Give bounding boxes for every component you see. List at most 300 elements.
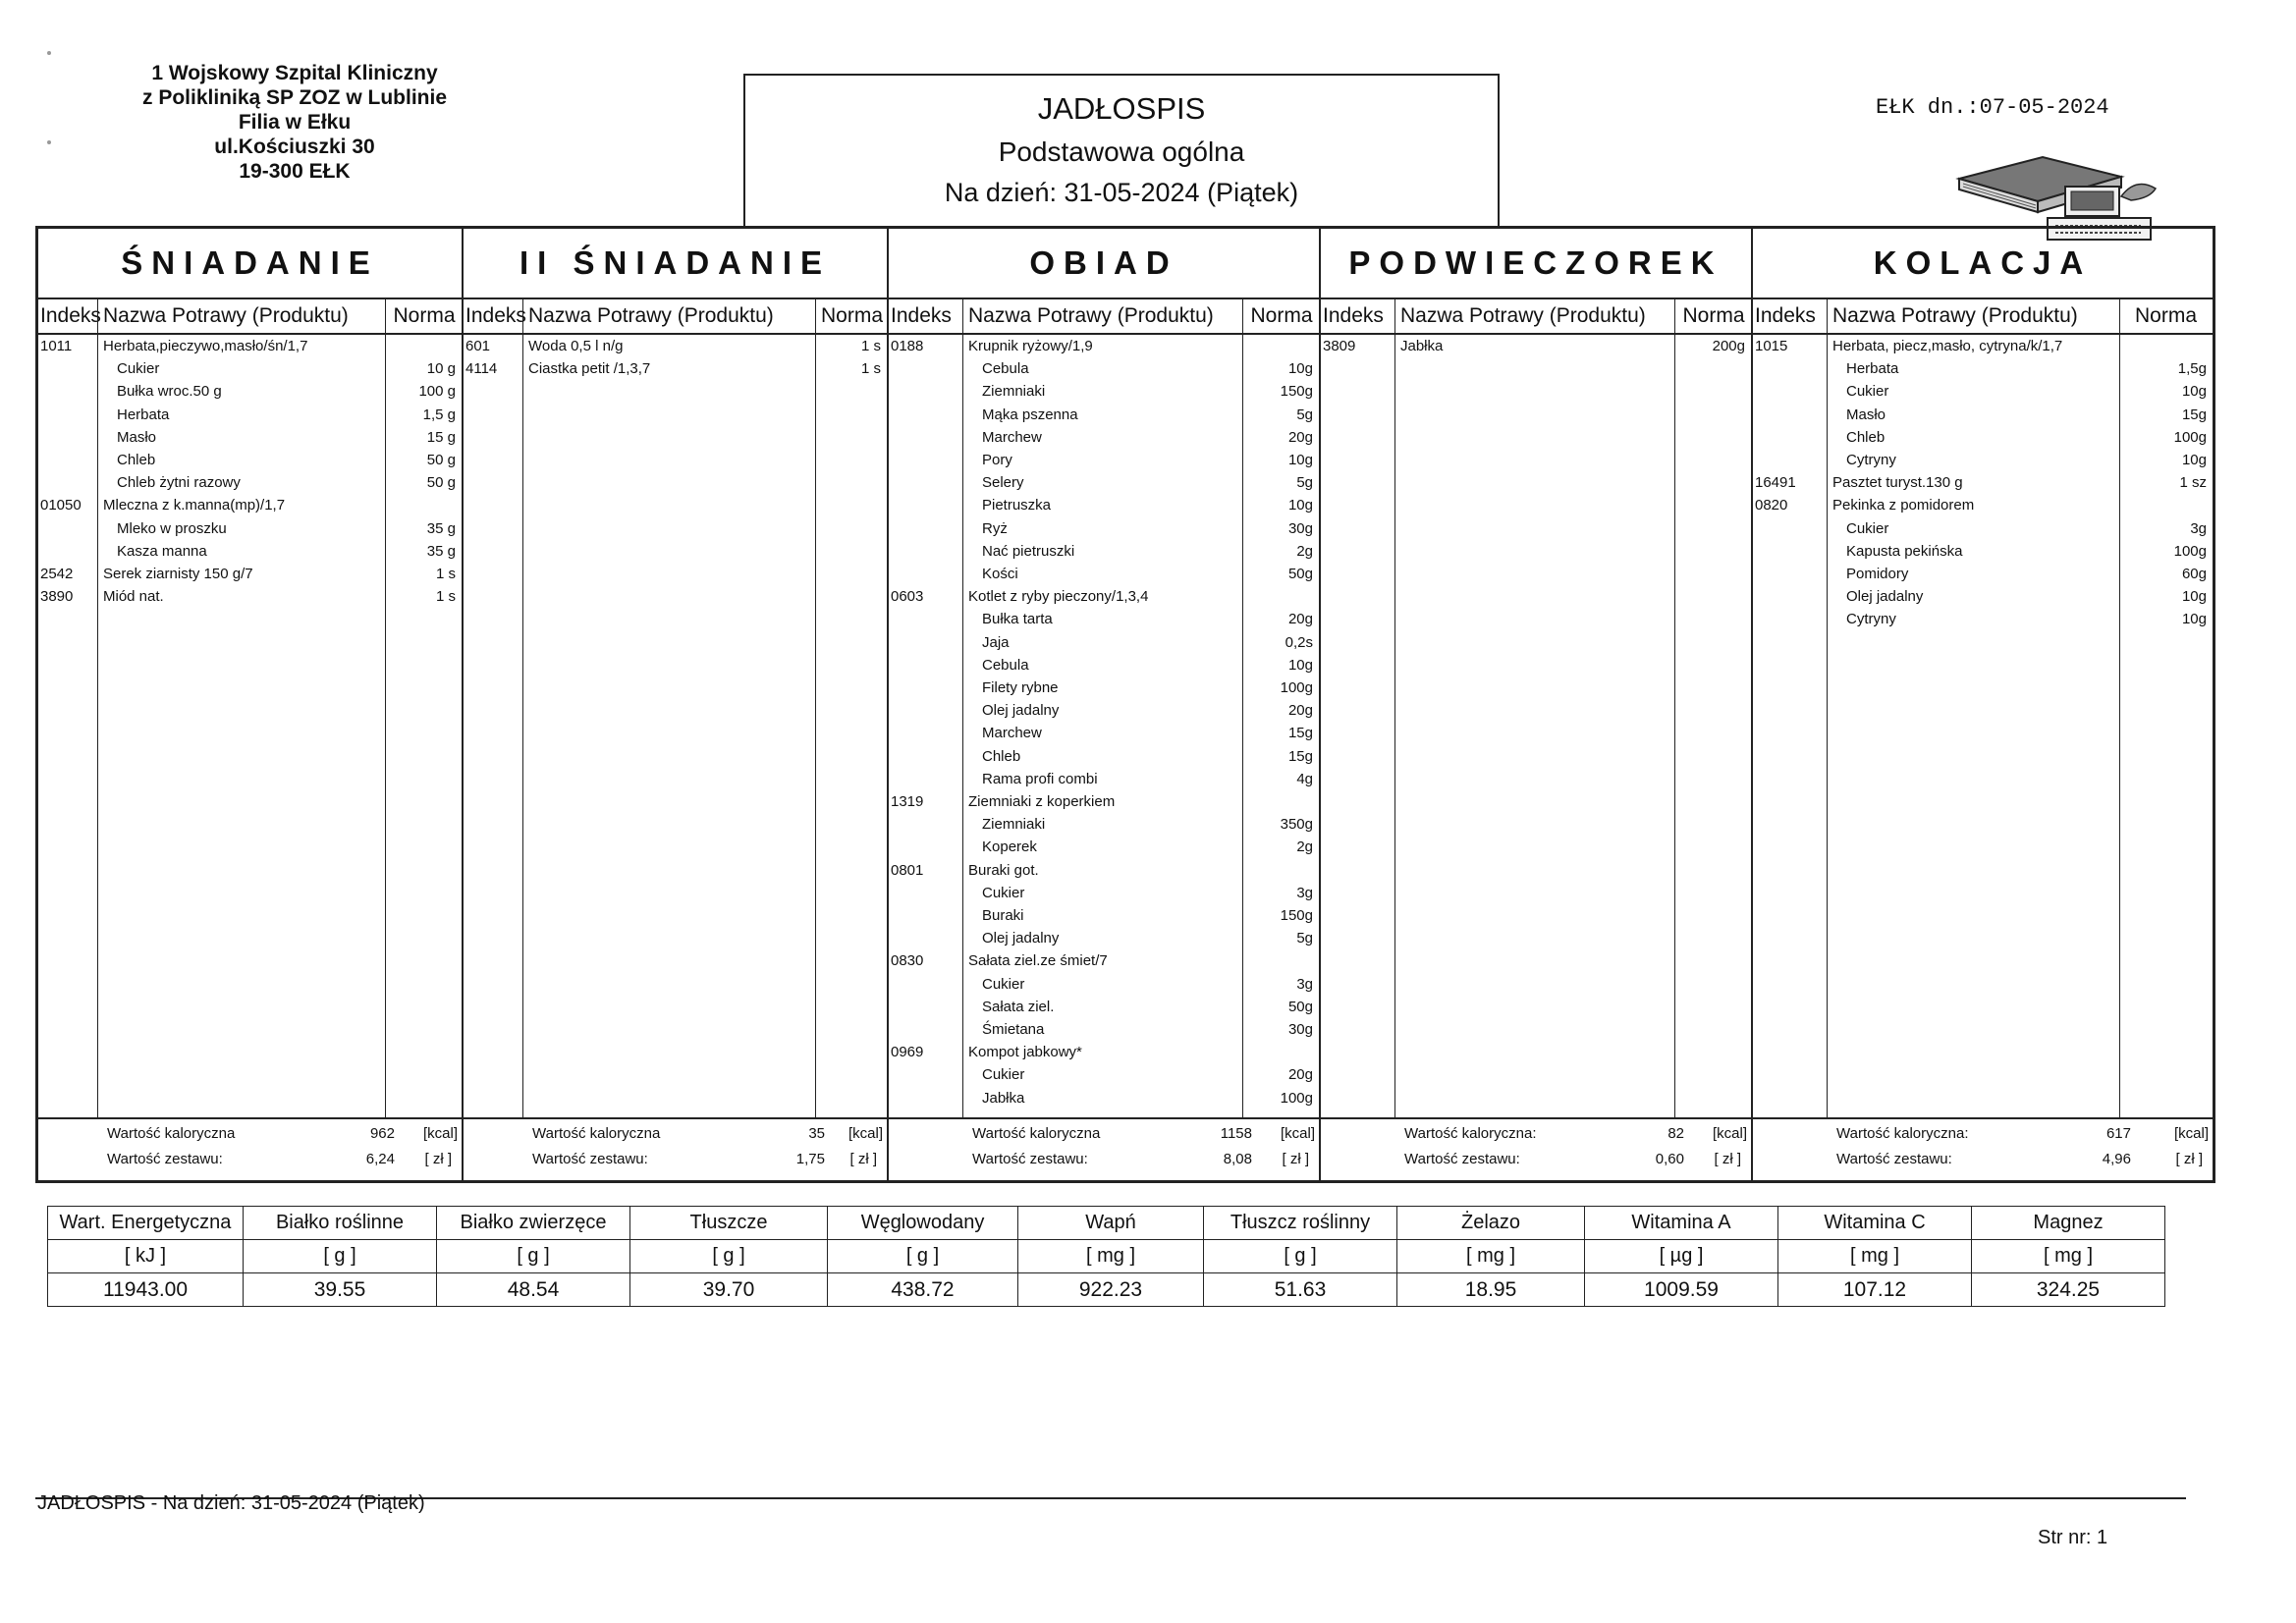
norm-value: 35 g bbox=[426, 519, 456, 537]
norm-value: 3g bbox=[2190, 519, 2207, 537]
norm-value: 15g bbox=[1287, 725, 1313, 742]
hospital-line: Filia w Ełku bbox=[238, 111, 352, 134]
issue-date: EŁK dn.:07-05-2024 bbox=[1876, 95, 2109, 120]
nutrient-unit: [ g ] bbox=[437, 1240, 630, 1273]
norm-value: 50 g bbox=[426, 474, 456, 492]
meal-section bbox=[464, 229, 889, 1180]
norm-value: 1,5g bbox=[2177, 360, 2207, 378]
nutrient-value: 39.70 bbox=[630, 1273, 828, 1307]
cost-unit: [ zł ] bbox=[1282, 1151, 1309, 1167]
column-headers bbox=[464, 299, 887, 335]
ingredient-row bbox=[38, 449, 462, 471]
norm-value: 20g bbox=[1287, 702, 1313, 720]
nutrient-unit: [ mg ] bbox=[1778, 1240, 1972, 1273]
norm-value: 1 s bbox=[860, 338, 881, 354]
ingredient-name: Pietruszka bbox=[982, 497, 1052, 514]
nutrient-name: Magnez bbox=[1972, 1207, 2165, 1240]
norm-value: 30g bbox=[1287, 1021, 1313, 1038]
dish-index: 16491 bbox=[1755, 474, 1796, 492]
ingredient-name: Kości bbox=[982, 566, 1018, 582]
meal-summary bbox=[38, 1117, 462, 1180]
dish-index: 3890 bbox=[40, 588, 74, 606]
ingredient-name: Ziemniaki bbox=[982, 816, 1046, 834]
ingredient-name: Chleb bbox=[117, 452, 156, 468]
nutrition-table bbox=[47, 1206, 2165, 1307]
ingredient-row bbox=[889, 563, 1319, 585]
norm-value: 1 s bbox=[435, 566, 456, 582]
ingredient-name: Mleko w proszku bbox=[117, 519, 227, 537]
norm-value: 3g bbox=[1296, 975, 1313, 993]
cost-unit: [ zł ] bbox=[424, 1151, 452, 1167]
norm-value: 100g bbox=[2173, 542, 2207, 560]
scan-speck bbox=[47, 51, 51, 55]
column-divider bbox=[522, 298, 523, 1119]
nutrient-unit: [ kJ ] bbox=[48, 1240, 244, 1273]
diet-name: Podstawowa ogólna bbox=[998, 136, 1245, 167]
menu-date: Na dzień: 31-05-2024 (Piątek) bbox=[944, 178, 1299, 207]
dish-index: 1319 bbox=[891, 793, 924, 810]
norm-value: 50g bbox=[1287, 566, 1313, 582]
dish-index: 3809 bbox=[1323, 338, 1356, 354]
norm-value: 15 g bbox=[426, 428, 456, 446]
cost-label: Wartość zestawu: bbox=[972, 1151, 1088, 1167]
norm-value: 50 g bbox=[426, 452, 456, 468]
norm-header: Norma bbox=[820, 304, 883, 327]
dish-index: 0603 bbox=[891, 588, 924, 606]
ingredient-name: Selery bbox=[982, 474, 1024, 492]
ingredient-row bbox=[1753, 585, 2213, 608]
cost-label: Wartość zestawu: bbox=[532, 1151, 648, 1167]
dish-name: Mleczna z k.manna(mp)/1,7 bbox=[103, 497, 286, 514]
nutrient-unit: [ mg ] bbox=[1397, 1240, 1585, 1273]
dish-row bbox=[1753, 335, 2213, 357]
norm-value: 15g bbox=[1287, 747, 1313, 765]
nutrient-value: 922.23 bbox=[1018, 1273, 1204, 1307]
ingredient-name: Buraki bbox=[982, 907, 1024, 924]
meal-title: ŚNIADANIE bbox=[38, 229, 462, 299]
index-header: Indeks bbox=[891, 304, 952, 327]
dish-row bbox=[889, 949, 1319, 972]
ingredient-row bbox=[889, 426, 1319, 449]
dish-row bbox=[38, 335, 462, 357]
cost-unit: [ zł ] bbox=[2175, 1151, 2203, 1167]
norm-value: 1 s bbox=[860, 360, 881, 378]
kcal-value: 35 bbox=[808, 1125, 825, 1142]
column-headers bbox=[1321, 299, 1751, 335]
footer-text: JADŁOSPIS - Na dzień: 31-05-2024 (Piątek) bbox=[37, 1492, 425, 1514]
ingredient-row bbox=[889, 768, 1319, 790]
ingredient-name: Śmietana bbox=[982, 1021, 1045, 1038]
dish-row bbox=[464, 335, 887, 357]
dish-name: Kompot jabkowy* bbox=[968, 1044, 1082, 1061]
nutrient-name: Wart. Energetyczna bbox=[48, 1207, 244, 1240]
dish-name: Serek ziarnisty 150 g/7 bbox=[103, 566, 253, 582]
nutrient-name: Żelazo bbox=[1397, 1207, 1585, 1240]
norm-value: 10g bbox=[1287, 497, 1313, 514]
hospital-line: 19-300 EŁK bbox=[239, 160, 351, 183]
dish-index: 0801 bbox=[891, 861, 924, 879]
ingredient-row bbox=[38, 471, 462, 494]
ingredient-name: Cytryny bbox=[1846, 452, 1896, 468]
ingredient-name: Chleb bbox=[1846, 428, 1886, 446]
dish-name: Herbata,pieczywo,masło/śn/1,7 bbox=[103, 338, 308, 354]
cost-value: 1,75 bbox=[795, 1151, 825, 1167]
dish-name: Woda 0,5 l n/g bbox=[528, 338, 624, 354]
ingredient-row bbox=[889, 471, 1319, 494]
ingredient-name: Cukier bbox=[1846, 519, 1889, 537]
kcal-unit: [kcal] bbox=[422, 1125, 458, 1142]
dish-row bbox=[889, 585, 1319, 608]
norm-value: 1 s bbox=[435, 588, 456, 606]
ingredient-name: Jabłka bbox=[982, 1089, 1025, 1107]
norm-value: 0,2s bbox=[1285, 633, 1313, 651]
column-headers bbox=[889, 299, 1319, 335]
dish-index: 4114 bbox=[465, 360, 498, 378]
ingredient-name: Herbata bbox=[117, 406, 170, 423]
norm-value: 5g bbox=[1296, 930, 1313, 947]
kcal-value: 962 bbox=[369, 1125, 395, 1142]
meal-section bbox=[38, 229, 464, 1180]
norm-value: 10g bbox=[2181, 611, 2207, 628]
ingredient-row bbox=[1753, 608, 2213, 630]
norm-value: 10g bbox=[2181, 383, 2207, 401]
meal-summary bbox=[464, 1117, 887, 1180]
nutrient-name: Białko roślinne bbox=[244, 1207, 437, 1240]
nutrient-name: Wapń bbox=[1018, 1207, 1204, 1240]
ingredient-row bbox=[889, 927, 1319, 949]
nutrient-name: Tłuszcze bbox=[630, 1207, 828, 1240]
norm-value: 20g bbox=[1287, 428, 1313, 446]
page-number: Str nr: 1 bbox=[2038, 1527, 2108, 1548]
name-header: Nazwa Potrawy (Produktu) bbox=[1400, 304, 1646, 327]
ingredient-row bbox=[889, 699, 1319, 722]
ingredient-name: Herbata bbox=[1846, 360, 1899, 378]
cost-value: 4,96 bbox=[2102, 1151, 2131, 1167]
nutrient-value: 51.63 bbox=[1204, 1273, 1397, 1307]
norm-value: 15g bbox=[2181, 406, 2207, 423]
meal-section bbox=[1321, 229, 1753, 1180]
nutrient-value: 48.54 bbox=[437, 1273, 630, 1307]
ingredient-name: Koperek bbox=[982, 839, 1037, 856]
ingredient-row bbox=[1753, 426, 2213, 449]
norm-value: 4g bbox=[1296, 770, 1313, 787]
scan-speck bbox=[47, 140, 51, 144]
dish-name: Jabłka bbox=[1400, 338, 1444, 354]
ingredient-row bbox=[889, 882, 1319, 904]
meal-grid bbox=[35, 226, 2215, 1183]
meal-title: OBIAD bbox=[889, 229, 1319, 299]
ingredient-row bbox=[889, 722, 1319, 744]
norm-value: 1,5 g bbox=[422, 406, 456, 423]
dish-index: 1011 bbox=[40, 338, 73, 354]
nutrient-name: Witamina A bbox=[1585, 1207, 1778, 1240]
ingredient-row bbox=[889, 904, 1319, 927]
kcal-value: 82 bbox=[1667, 1125, 1684, 1142]
nutrient-value: 107.12 bbox=[1778, 1273, 1972, 1307]
dish-row bbox=[38, 563, 462, 585]
ingredient-name: Pory bbox=[982, 452, 1012, 468]
meal-title: II ŚNIADANIE bbox=[464, 229, 887, 299]
dish-row bbox=[1753, 494, 2213, 516]
ingredient-name: Cukier bbox=[982, 884, 1025, 901]
ingredient-name: Pomidory bbox=[1846, 566, 1909, 582]
column-headers bbox=[38, 299, 462, 335]
meal-summary bbox=[889, 1117, 1319, 1180]
norm-value: 350g bbox=[1280, 816, 1313, 834]
menu-title: JADŁOSPIS bbox=[1037, 91, 1206, 126]
ingredient-row bbox=[889, 1018, 1319, 1041]
ingredient-name: Cukier bbox=[982, 975, 1025, 993]
dish-index: 0969 bbox=[891, 1044, 924, 1061]
dish-index: 0820 bbox=[1755, 497, 1788, 514]
ingredient-row bbox=[889, 1087, 1319, 1109]
nutrient-value: 438.72 bbox=[828, 1273, 1018, 1307]
ingredient-name: Olej jadalny bbox=[982, 930, 1060, 947]
column-divider bbox=[1394, 298, 1395, 1119]
cost-label: Wartość zestawu: bbox=[107, 1151, 223, 1167]
cost-value: 6,24 bbox=[365, 1151, 395, 1167]
nutrient-name: Witamina C bbox=[1778, 1207, 1972, 1240]
ingredient-name: Cukier bbox=[117, 360, 160, 378]
ingredient-row bbox=[889, 973, 1319, 996]
ingredient-row bbox=[1753, 517, 2213, 540]
norm-header: Norma bbox=[2134, 304, 2197, 327]
ingredient-name: Cebula bbox=[982, 360, 1029, 378]
ingredient-row bbox=[889, 654, 1319, 676]
nutrient-name: Węglowodany bbox=[828, 1207, 1018, 1240]
ingredient-name: Bułka wroc.50 g bbox=[117, 383, 222, 401]
dish-name: Ziemniaki z koperkiem bbox=[968, 793, 1116, 810]
norm-header: Norma bbox=[1250, 304, 1313, 327]
meal-summary bbox=[1321, 1117, 1751, 1180]
ingredient-row bbox=[38, 426, 462, 449]
ingredient-row bbox=[1753, 563, 2213, 585]
index-header: Indeks bbox=[1755, 304, 1816, 327]
meal-title: KOLACJA bbox=[1753, 229, 2213, 299]
nutrient-value: 324.25 bbox=[1972, 1273, 2165, 1307]
nutrient-value: 1009.59 bbox=[1585, 1273, 1778, 1307]
dish-name: Miód nat. bbox=[103, 588, 164, 606]
nutrient-unit: [ µg ] bbox=[1585, 1240, 1778, 1273]
meal-section bbox=[1753, 229, 2213, 1180]
dish-row bbox=[889, 859, 1319, 882]
hospital-line: z Polikliniką SP ZOZ w Lublinie bbox=[142, 86, 447, 109]
ingredient-row bbox=[889, 836, 1319, 858]
dish-row bbox=[38, 494, 462, 516]
norm-value: 10 g bbox=[426, 360, 456, 378]
norm-value: 10g bbox=[2181, 452, 2207, 468]
dish-row bbox=[1321, 335, 1751, 357]
kcal-label: Wartość kaloryczna: bbox=[1404, 1125, 1537, 1142]
name-header: Nazwa Potrawy (Produktu) bbox=[1832, 304, 2078, 327]
ingredient-row bbox=[38, 540, 462, 563]
ingredient-name: Olej jadalny bbox=[982, 702, 1060, 720]
ingredient-row bbox=[1753, 540, 2213, 563]
nutrient-value: 18.95 bbox=[1397, 1273, 1585, 1307]
dish-row bbox=[464, 357, 887, 380]
kcal-value: 617 bbox=[2105, 1125, 2131, 1142]
cost-value: 0,60 bbox=[1655, 1151, 1684, 1167]
kcal-unit: [kcal] bbox=[847, 1125, 883, 1142]
norm-value: 20g bbox=[1287, 1066, 1313, 1084]
ingredient-name: Jaja bbox=[982, 633, 1010, 651]
kcal-label: Wartość kaloryczna bbox=[972, 1125, 1101, 1142]
norm-value: 10g bbox=[2181, 588, 2207, 606]
kcal-label: Wartość kaloryczna: bbox=[1836, 1125, 1969, 1142]
ingredient-row bbox=[38, 517, 462, 540]
name-header: Nazwa Potrawy (Produktu) bbox=[528, 304, 774, 327]
ingredient-row bbox=[889, 540, 1319, 563]
norm-value: 100g bbox=[1280, 1089, 1313, 1107]
ingredient-row bbox=[889, 813, 1319, 836]
nutrient-name: Białko zwierzęce bbox=[437, 1207, 630, 1240]
kcal-value: 1158 bbox=[1220, 1125, 1252, 1142]
ingredient-row bbox=[1753, 449, 2213, 471]
dish-row bbox=[889, 335, 1319, 357]
nutrient-unit: [ mg ] bbox=[1972, 1240, 2165, 1273]
nutrient-unit: [ g ] bbox=[1204, 1240, 1397, 1273]
dish-index: 1015 bbox=[1755, 338, 1788, 354]
nutrient-name: Tłuszcz roślinny bbox=[1204, 1207, 1397, 1240]
nutrient-value: 39.55 bbox=[244, 1273, 437, 1307]
dish-row bbox=[889, 1041, 1319, 1063]
dish-name: Kotlet z ryby pieczony/1,3,4 bbox=[968, 588, 1149, 606]
ingredient-name: Chleb żytni razowy bbox=[117, 474, 241, 492]
index-header: Indeks bbox=[465, 304, 526, 327]
dish-index: 2542 bbox=[40, 566, 74, 582]
norm-value: 5g bbox=[1296, 406, 1313, 423]
ingredient-name: Cukier bbox=[1846, 383, 1889, 401]
ingredient-row bbox=[889, 608, 1319, 630]
nutrient-unit: [ g ] bbox=[828, 1240, 1018, 1273]
ingredient-name: Masło bbox=[117, 428, 157, 446]
kcal-label: Wartość kaloryczna bbox=[107, 1125, 236, 1142]
name-header: Nazwa Potrawy (Produktu) bbox=[103, 304, 349, 327]
index-header: Indeks bbox=[40, 304, 101, 327]
ingredient-name: Mąka pszenna bbox=[982, 406, 1078, 423]
ingredient-name: Kasza manna bbox=[117, 542, 207, 560]
ingredient-name: Filety rybne bbox=[982, 679, 1059, 696]
kcal-label: Wartość kaloryczna bbox=[532, 1125, 661, 1142]
norm-value: 150g bbox=[1280, 383, 1313, 401]
nutrient-unit: [ g ] bbox=[630, 1240, 828, 1273]
norm-value: 10g bbox=[1287, 452, 1313, 468]
norm-header: Norma bbox=[1682, 304, 1745, 327]
ingredient-row bbox=[889, 517, 1319, 540]
norm-value: 2g bbox=[1296, 542, 1313, 560]
ingredient-row bbox=[889, 631, 1319, 654]
ingredient-name: Cukier bbox=[982, 1066, 1025, 1084]
dish-name: Ciastka petit /1,3,7 bbox=[528, 360, 651, 378]
menu-title-box bbox=[743, 74, 1500, 228]
column-divider bbox=[1674, 298, 1675, 1119]
norm-value: 20g bbox=[1287, 611, 1313, 628]
norm-value: 2g bbox=[1296, 839, 1313, 856]
kcal-unit: [kcal] bbox=[1280, 1125, 1315, 1142]
ingredient-row bbox=[889, 357, 1319, 380]
dish-name: Herbata, piecz,masło, cytryna/k/1,7 bbox=[1832, 338, 2063, 354]
dish-name: Pasztet turyst.130 g bbox=[1832, 474, 1963, 492]
dish-row bbox=[38, 585, 462, 608]
ingredient-name: Chleb bbox=[982, 747, 1021, 765]
ingredient-name: Cebula bbox=[982, 656, 1029, 674]
ingredient-name: Nać pietruszki bbox=[982, 542, 1075, 560]
kcal-unit: [kcal] bbox=[1712, 1125, 1747, 1142]
norm-header: Norma bbox=[393, 304, 456, 327]
ingredient-row bbox=[38, 404, 462, 426]
hospital-line: ul.Kościuszki 30 bbox=[214, 135, 375, 158]
norm-value: 50g bbox=[1287, 998, 1313, 1015]
dish-index: 0830 bbox=[891, 952, 924, 970]
ingredient-name: Rama profi combi bbox=[982, 770, 1098, 787]
norm-value: 3g bbox=[1296, 884, 1313, 901]
dish-index: 01050 bbox=[40, 497, 82, 514]
ingredient-row bbox=[1753, 357, 2213, 380]
meal-summary bbox=[1753, 1117, 2213, 1180]
cost-value: 8,08 bbox=[1223, 1151, 1252, 1167]
nutrient-unit: [ g ] bbox=[244, 1240, 437, 1273]
norm-value: 100g bbox=[1280, 679, 1313, 696]
norm-value: 5g bbox=[1296, 474, 1313, 492]
column-divider bbox=[815, 298, 816, 1119]
norm-value: 10g bbox=[1287, 360, 1313, 378]
cost-unit: [ zł ] bbox=[1714, 1151, 1741, 1167]
kcal-unit: [kcal] bbox=[2173, 1125, 2209, 1142]
nutrient-unit: [ mg ] bbox=[1018, 1240, 1204, 1273]
meal-section bbox=[889, 229, 1321, 1180]
name-header: Nazwa Potrawy (Produktu) bbox=[968, 304, 1214, 327]
ingredient-name: Kapusta pekińska bbox=[1846, 542, 1963, 560]
index-header: Indeks bbox=[1323, 304, 1384, 327]
ingredient-row bbox=[889, 996, 1319, 1018]
nutrient-value: 11943.00 bbox=[48, 1273, 244, 1307]
nutrition-row bbox=[48, 1273, 2165, 1307]
norm-value: 1 sz bbox=[2179, 474, 2207, 492]
dish-index: 0188 bbox=[891, 338, 924, 354]
cost-label: Wartość zestawu: bbox=[1404, 1151, 1520, 1167]
ingredient-name: Marchew bbox=[982, 725, 1042, 742]
dish-name: Sałata ziel.ze śmiet/7 bbox=[968, 952, 1108, 970]
norm-value: 35 g bbox=[426, 542, 456, 560]
ingredient-name: Ryż bbox=[982, 519, 1008, 537]
ingredient-row bbox=[38, 357, 462, 380]
dish-row bbox=[889, 790, 1319, 813]
norm-value: 60g bbox=[2181, 566, 2207, 582]
ingredient-name: Sałata ziel. bbox=[982, 998, 1055, 1015]
ingredient-row bbox=[889, 449, 1319, 471]
norm-value: 100g bbox=[2173, 428, 2207, 446]
ingredient-name: Ziemniaki bbox=[982, 383, 1046, 401]
ingredient-row bbox=[38, 380, 462, 403]
ingredient-row bbox=[889, 1063, 1319, 1086]
norm-value: 30g bbox=[1287, 519, 1313, 537]
ingredient-name: Bułka tarta bbox=[982, 611, 1053, 628]
dish-name: Buraki got. bbox=[968, 861, 1039, 879]
nutrition-row bbox=[48, 1207, 2165, 1240]
dish-row bbox=[1753, 471, 2213, 494]
ingredient-name: Olej jadalny bbox=[1846, 588, 1924, 606]
norm-value: 150g bbox=[1280, 907, 1313, 924]
ingredient-name: Marchew bbox=[982, 428, 1042, 446]
meal-title: PODWIECZOREK bbox=[1321, 229, 1751, 299]
nutrition-row bbox=[48, 1240, 2165, 1273]
norm-value: 200g bbox=[1712, 338, 1745, 354]
ingredient-name: Cytryny bbox=[1846, 611, 1896, 628]
column-headers bbox=[1753, 299, 2213, 335]
ingredient-row bbox=[889, 404, 1319, 426]
hospital-line: 1 Wojskowy Szpital Kliniczny bbox=[151, 62, 438, 84]
hospital-address bbox=[98, 61, 491, 184]
